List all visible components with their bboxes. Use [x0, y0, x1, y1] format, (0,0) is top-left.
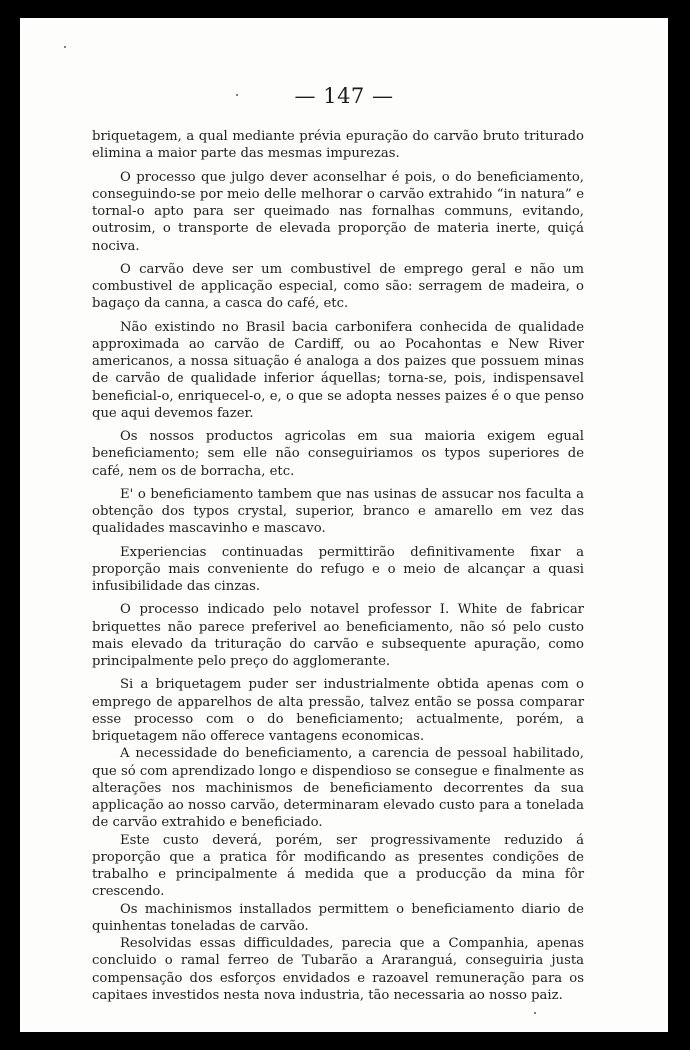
paper-speck — [64, 46, 66, 48]
paper-speck — [534, 1012, 536, 1014]
paragraph: O processo indicado pelo notavel professor I. White de fabricar briquettes não parece preferivel ao beneficiamento, não só pelo custo mais elevado da trituração do carvão e subsequente apuração, como principalmente pelo preço do agglomerante. — [92, 602, 584, 669]
paragraph: Si a briquetagem puder ser industrialmente obtida apenas com o emprego de apparelhos de alta pressão, talvez então se possa comparar esse processo com o do beneficiamento; actualmente, porém, a briquetagem não offerece vantagens economicas. — [92, 677, 584, 744]
paragraph: Os nossos productos agricolas em sua maioria exigem egual beneficiamento; sem elle não conseguiriamos os typos superiores de café, nem os de borracha, etc. — [92, 429, 584, 479]
paragraph: Experiencias continuadas permittirão definitivamente fixar a proporção mais conveniente do refugo e o meio de alcançar a quasi infusibilidade das cinzas. — [92, 544, 584, 594]
paragraph: Este custo deverá, porém, ser progressivamente reduzido á proporção que a pratica fôr modificando as presentes condições de trabalho e principalmente á medida que a producção da mina fôr crescendo. — [92, 832, 584, 900]
paragraph: A necessidade do beneficiamento, a carencia de pessoal habilitado, que só com aprendizado longo e dispendioso se consegue e finalmente as alterações nos machinismos de beneficiamento decorrentes da sua applicação ao nosso carvão, determinaram elevado custo para a tonelada de carvão extrahido e beneficiado. — [92, 746, 584, 831]
paragraph: Resolvidas essas difficuldades, parecia que a Companhia, apenas concluido o ramal ferreo de Tubarão a Araranguá, conseguiria justa compensação dos esforços envidados e razoavel remuneração para os capitaes investidos nesta nova industria, tão necessaria ao nosso paiz. — [92, 936, 584, 1003]
paragraph: E' o beneficiamento tambem que nas usinas de assucar nos faculta a obtenção dos typos crystal, superior, branco e amarello em vez das qualidades mascavinho e mascavo. — [92, 486, 584, 537]
paragraph: Não existindo no Brasil bacia carbonifera conhecida de qualidade approximada ao carvão de Cardiff, ou ao Pocahontas e New River americanos, a nossa situação é analoga a dos paizes que possuem minas de carvão de qualidade inferior áquellas; torna-se, pois, indispensavel beneficial-o, enriquecel-o, e, o que se adopta nesses paizes é o que penso que aqui devemos fazer. — [92, 319, 584, 421]
paragraph: briquetagem, a qual mediante prévia epuração do carvão bruto triturado elimina a maior parte das mesmas impurezas. — [92, 129, 584, 162]
body-text — [92, 128, 584, 1004]
paragraph: O carvão deve ser um combustivel de emprego geral e não um combustivel de applicação especial, como são: serragem de madeira, o bagaço da canna, a casca do café, etc. — [92, 261, 584, 312]
paragraph: O processo que julgo dever aconselhar é pois, o do beneficiamento, conseguindo-se por meio delle melhorar o carvão extrahido “in natura” e tornal-o apto para ser queimado nas fornalhas communs, evitando, outrosim, o transporte de elevada proporção de materia inerte, quiçá nociva. — [92, 169, 584, 254]
paragraph: Os machinismos installados permittem o beneficiamento diario de quinhentas toneladas de carvão. — [92, 901, 584, 934]
document-page — [20, 18, 668, 1032]
page-number: — 147 — — [294, 84, 394, 108]
